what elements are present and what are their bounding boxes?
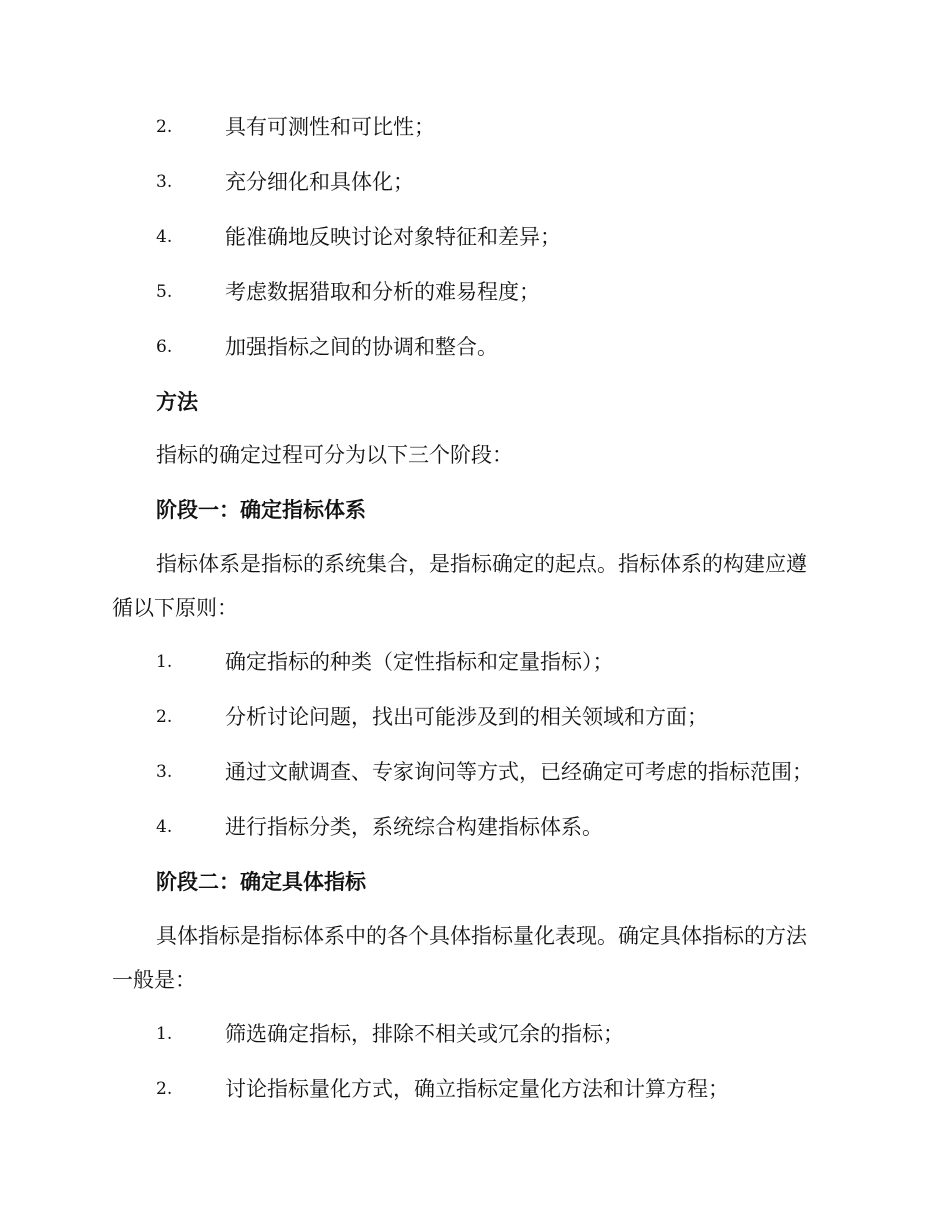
list-text: 讨论指标量化方式，确立指标定量化方法和计算方程；	[225, 1077, 729, 1101]
list-number: 5.	[156, 282, 173, 302]
stage1-paragraph-line1: 指标体系是指标的系统集合，是指标确定的起点。指标体系的构建应遵	[156, 552, 807, 576]
list-text: 筛选确定指标，排除不相关或冗余的指标；	[225, 1022, 624, 1046]
list-number: 4.	[156, 817, 173, 837]
stage2-paragraph-line2: 一般是：	[112, 968, 196, 992]
list-number: 2.	[156, 117, 173, 137]
list-number: 3.	[156, 762, 173, 782]
method-heading: 方法	[156, 389, 198, 414]
list-text: 加强指标之间的协调和整合。	[225, 335, 498, 359]
stage2-paragraph-line1: 具体指标是指标体系中的各个具体指标量化表现。确定具体指标的方法	[156, 924, 807, 948]
list-text: 确定指标的种类（定性指标和定量指标）；	[225, 650, 614, 674]
stage1-heading: 阶段一：确定指标体系	[156, 497, 366, 522]
list-number: 6.	[156, 337, 173, 357]
stage2-heading: 阶段二：确定具体指标	[156, 869, 366, 894]
list-number: 4.	[156, 227, 173, 247]
list-number: 2.	[156, 707, 173, 727]
method-intro: 指标的确定过程可分为以下三个阶段：	[156, 443, 513, 467]
list-text: 进行指标分类，系统综合构建指标体系。	[225, 815, 603, 839]
list-text: 通过文献调查、专家询问等方式，已经确定可考虑的指标范围；	[225, 760, 813, 784]
list-text: 具有可测性和可比性；	[225, 115, 435, 139]
list-text: 分析讨论问题，找出可能涉及到的相关领域和方面；	[225, 705, 708, 729]
list-number: 2.	[156, 1079, 173, 1099]
list-number: 3.	[156, 172, 173, 192]
list-text: 能准确地反映讨论对象特征和差异；	[225, 225, 561, 249]
stage1-paragraph-line2: 循以下原则：	[112, 596, 238, 620]
list-number: 1.	[156, 652, 173, 672]
list-number: 1.	[156, 1024, 173, 1044]
list-text: 充分细化和具体化；	[225, 170, 414, 194]
list-text: 考虑数据猎取和分析的难易程度；	[225, 280, 540, 304]
